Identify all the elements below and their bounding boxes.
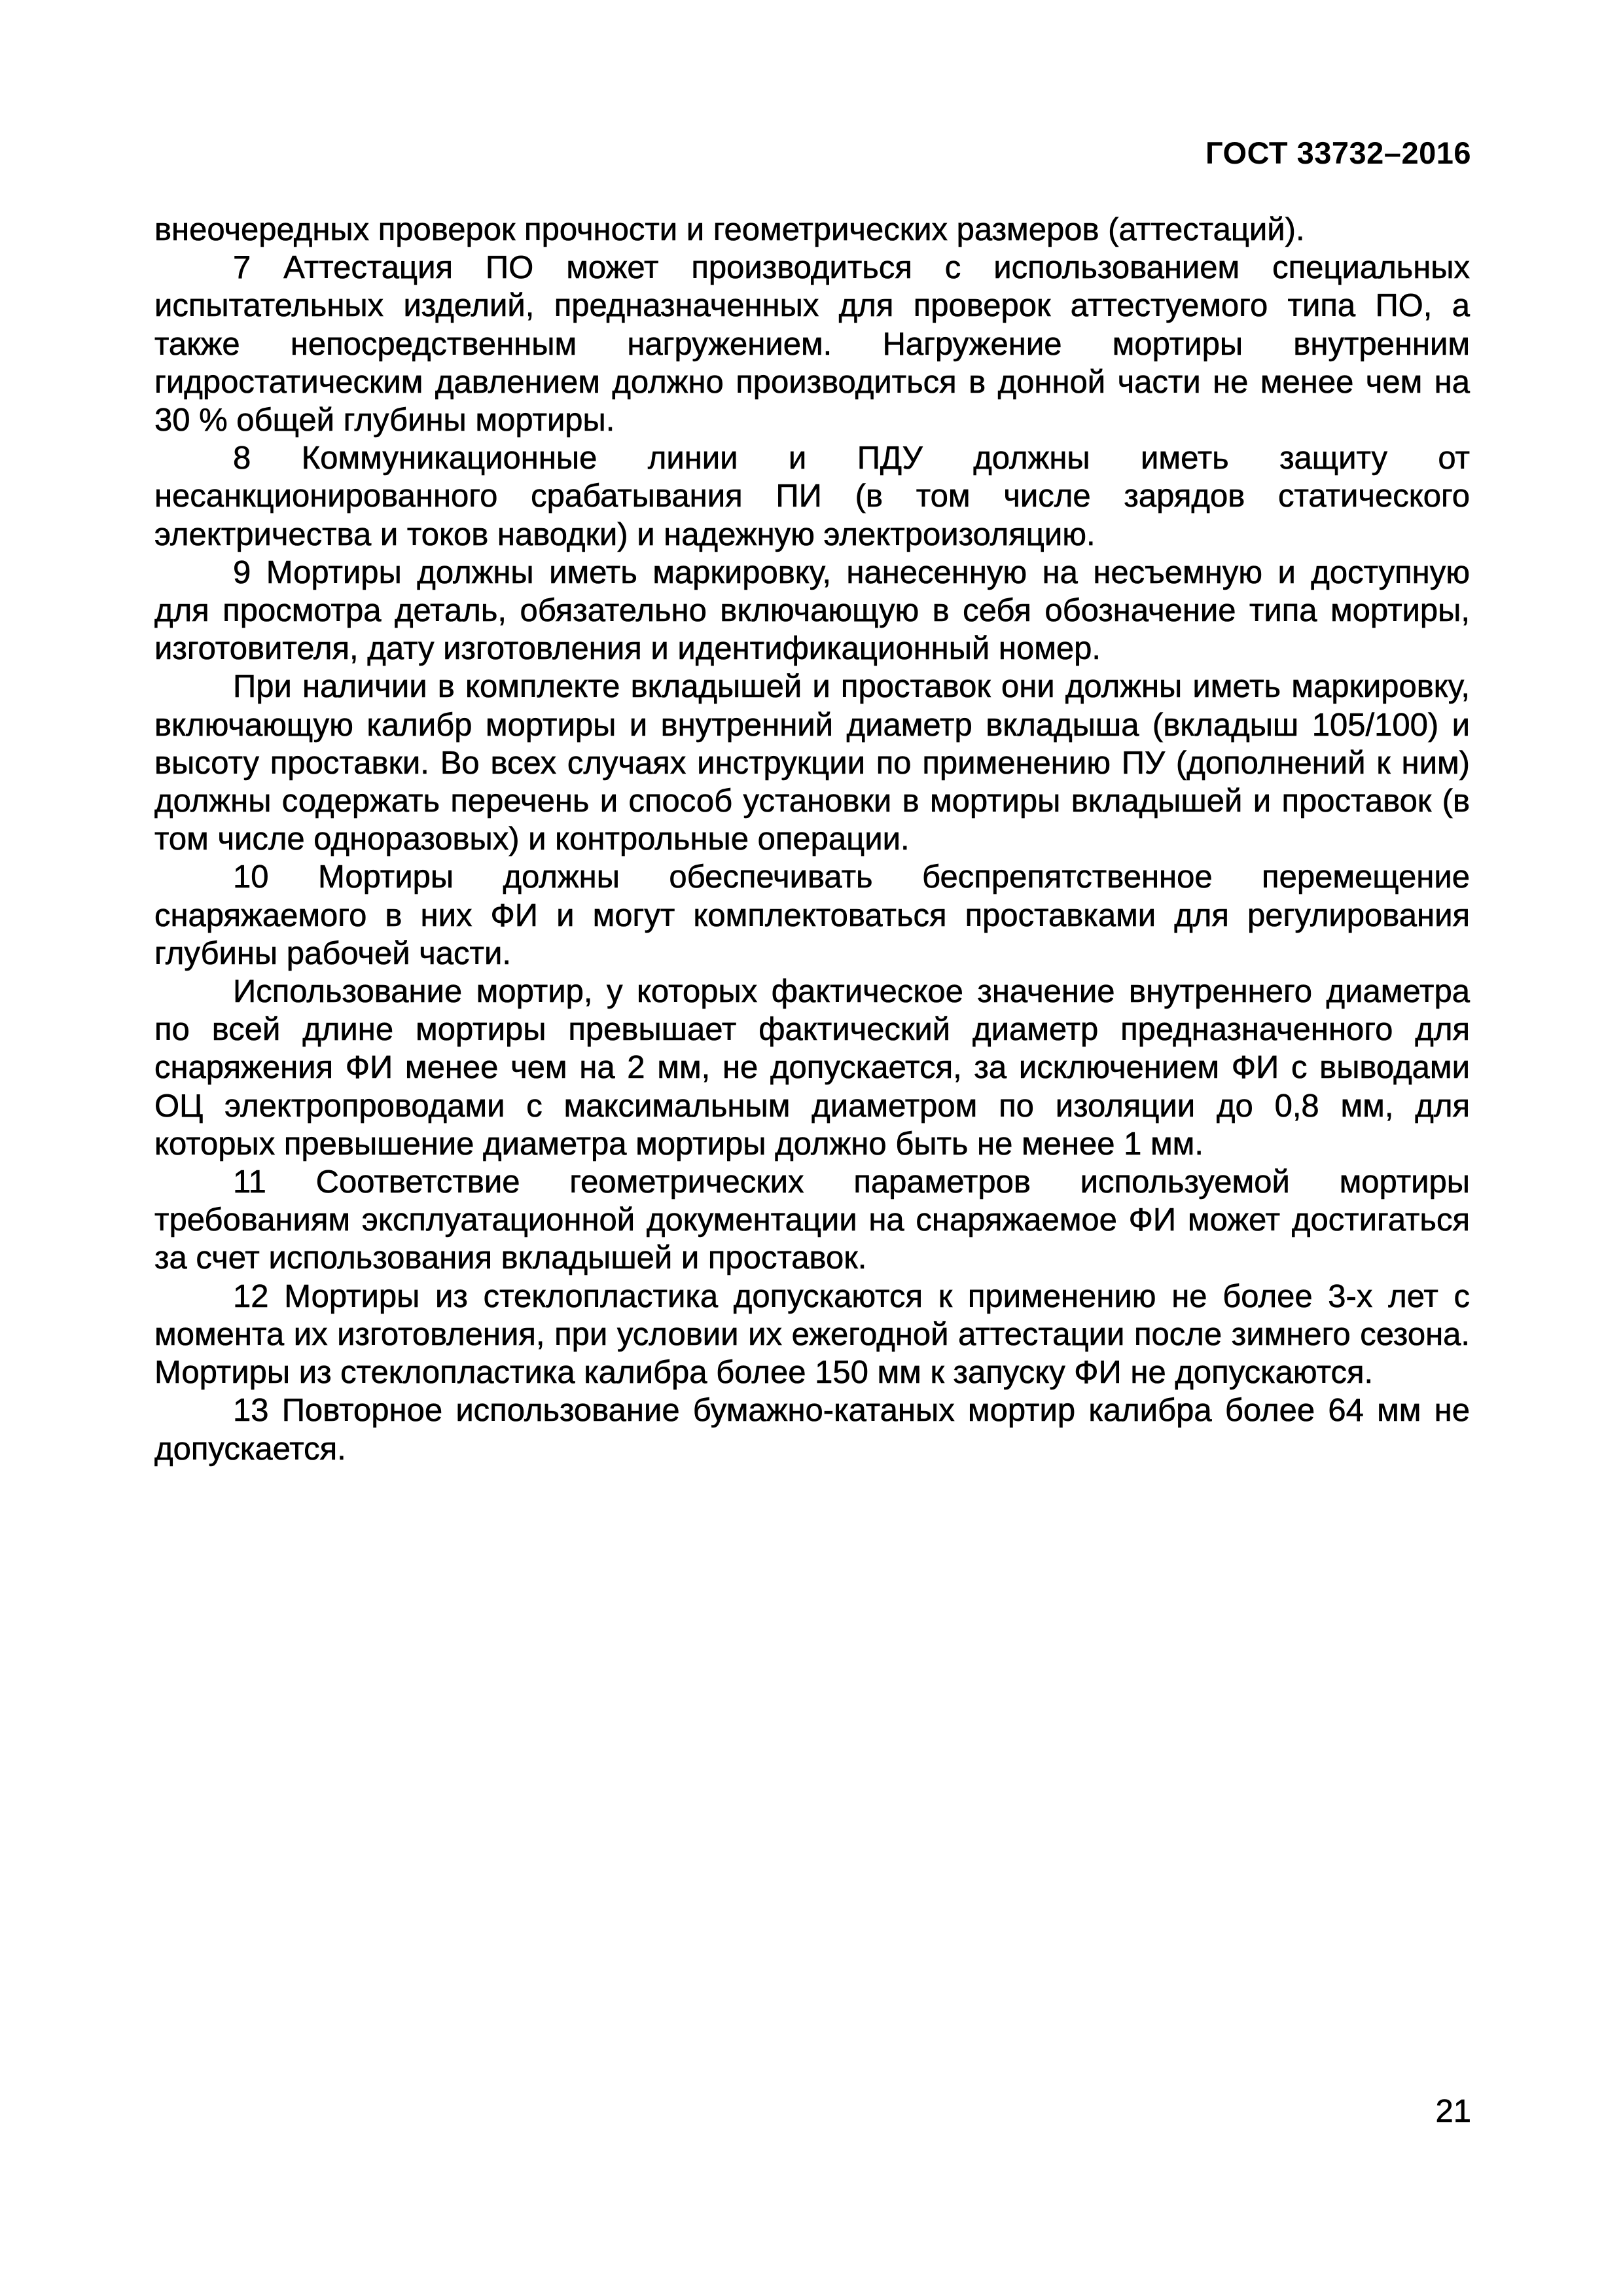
paragraph-clause-8: 8 Коммуникационные линии и ПДУ должны иметь защиту от несанкционированного срабатывания ПИ (в том числе зарядов статического электричества и токов наводки) и надежную электроизоляцию.	[154, 440, 1470, 552]
paragraph-clause-10-diameter: Использование мортир, у которых фактическое значение внутреннего диаметра по всей длине мортиры превышает фактический диаметр предназначенного для снаряжения ФИ менее чем на 2 мм, не допускается, за исключением ФИ с выводами ОЦ электропроводами с максимальным диаметром по изоляции до 0,8 мм, для которых превышение диаметра мортиры должно быть не менее 1 мм.	[154, 974, 1470, 1162]
paragraph-clause-13: 13 Повторное использование бумажно-катаных мортир калибра более 64 мм не допускается.	[154, 1393, 1470, 1467]
paragraph-clause-7: 7 Аттестация ПО может производиться с использованием специальных испытательных изделий, предназначенных для проверок аттестуемого типа ПО, а также непосредственным нагружением. Нагружение мортиры внутренним гидростатическим давлением должно производиться в донной части не менее чем на 30 % общей глубины мортиры.	[154, 250, 1470, 439]
page-number: 21	[1435, 2094, 1471, 2129]
paragraph-clause-9: 9 Мортиры должны иметь маркировку, нанесенную на несъемную и доступную для просмотра деталь, обязательно включающую в себя обозначение типа мортиры, изготовителя, дату изготовления и идентификационный номер.	[154, 554, 1470, 667]
paragraph-clause-10: 10 Мортиры должны обеспечивать беспрепятственное перемещение снаряжаемого в них ФИ и могут комплектоваться проставками для регулирования глубины рабочей части.	[154, 859, 1470, 971]
paragraph-continuation: внеочередных проверок прочности и геометрических размеров (аттестаций).	[154, 212, 1305, 247]
paragraph-clause-12: 12 Мортиры из стеклопластика допускаются к применению не более 3-х лет с момента их изготовления, при условии их ежегодной аттестации после зимнего сезона. Мортиры из стеклопластика калибра более 150 мм к запуску ФИ не допускаются.	[154, 1278, 1470, 1391]
paragraph-clause-9-inserts: При наличии в комплекте вкладышей и проставок они должны иметь маркировку, включающую калибр мортиры и внутренний диаметр вкладыша (вкладыш 105/100) и высоту проставки. Во всех случаях инструкции по применению ПУ (дополнений к ним) должны содержать перечень и способ установки в мортиры вкладышей и проставок (в том числе одноразовых) и контрольные операции.	[154, 669, 1470, 857]
document-code-header: ГОСТ 33732–2016	[1205, 135, 1471, 170]
paragraph-clause-11: 11 Соответствие геометрических параметров используемой мортиры требованиям эксплуатационной документации на снаряжаемое ФИ может достигаться за счет использования вкладышей и проставок.	[154, 1164, 1470, 1276]
document-body	[154, 211, 1470, 1468]
